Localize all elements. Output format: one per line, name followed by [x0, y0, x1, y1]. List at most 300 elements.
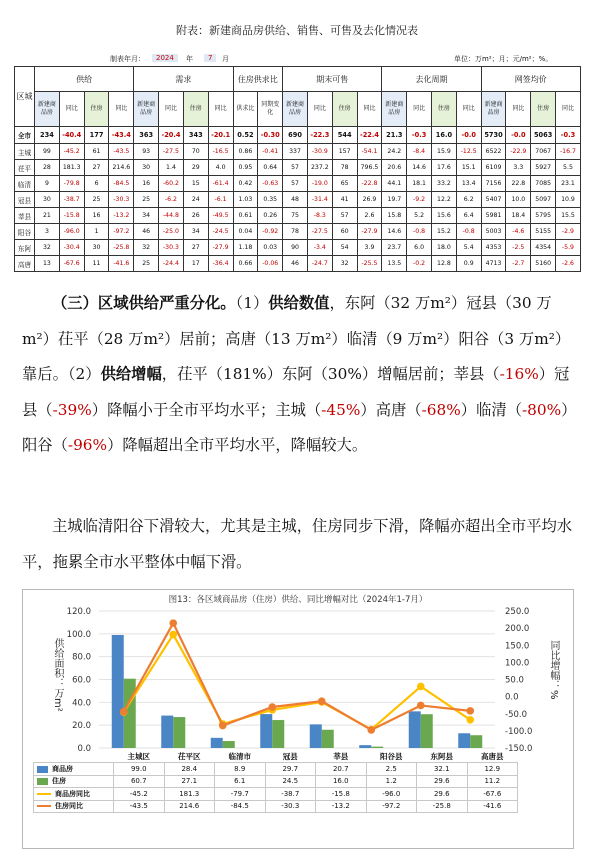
paragraph-main-city: 主城临清阳谷下滑较大，尤其是主城，住房同步下滑，降幅亦超出全市平均水平，拖累全市水平整体中幅下滑。: [22, 517, 573, 571]
column-header: 同比: [59, 92, 84, 127]
table-cell: 17: [183, 256, 208, 272]
para-text: ）降幅超出全市平均水平，降幅较大。: [107, 436, 368, 454]
table-cell: -25.8: [109, 240, 134, 256]
table-cell: -30.3: [109, 192, 134, 208]
table-cell: -20.4: [159, 127, 184, 144]
bar-commercial: [310, 724, 322, 748]
y2-tick-label: -150.0: [505, 744, 533, 754]
table-cell: -13.2: [109, 208, 134, 224]
table-cell: 10.0: [506, 192, 531, 208]
month-unit: 月: [222, 55, 229, 63]
table-cell: -0.3: [556, 127, 581, 144]
table-cell: 14.6: [407, 160, 432, 176]
data-value: -67.6: [467, 788, 518, 800]
table-cell: 60: [332, 224, 357, 240]
table-cell: -0.63: [258, 176, 283, 192]
table-cell: 0.61: [233, 208, 258, 224]
table-cell: 30: [35, 192, 60, 208]
table-cell: 5927: [531, 160, 556, 176]
table-cell: -2.9: [556, 224, 581, 240]
para-text: ）临清（: [460, 400, 522, 419]
table-cell: 25: [134, 192, 159, 208]
table-cell: 0.95: [233, 160, 258, 176]
table-meta: [14, 52, 580, 66]
column-header: 同比: [109, 92, 134, 127]
table-cell: 19.7: [382, 192, 407, 208]
y-tick-label: 20.0: [72, 721, 91, 732]
table-cell: 5407: [481, 192, 506, 208]
column-header: 新建商品房: [382, 92, 407, 127]
data-value: 27.1: [164, 775, 215, 787]
table-cell: 48: [283, 192, 308, 208]
table-cell: 78: [283, 224, 308, 240]
column-header: 供求比: [233, 92, 258, 127]
table-cell: -8.4: [407, 144, 432, 160]
region-name: 东阿: [15, 240, 35, 256]
column-header: 同比: [208, 92, 233, 127]
category-label: 主城区: [127, 752, 150, 762]
data-value: 20.7: [316, 763, 367, 775]
table-cell: 5003: [481, 224, 506, 240]
y-axis-title: 供给面积：万m²: [52, 638, 63, 712]
legend-entry: [34, 775, 114, 787]
table-cell: -43.4: [109, 127, 134, 144]
region-header: 区城: [15, 67, 35, 127]
table-cell: -41.6: [109, 256, 134, 272]
table-cell: 5063: [531, 127, 556, 144]
negative-value: -45%: [321, 400, 361, 419]
table-title: 附表：新建商品房供给、销售、可售及去化情况表: [176, 24, 418, 37]
table-cell: 1.4: [159, 160, 184, 176]
table-cell: 6: [84, 176, 109, 192]
table-cell: 5981: [481, 208, 506, 224]
table-cell: 690: [283, 127, 308, 144]
negative-value: -39%: [52, 400, 92, 419]
marker-housing-yoy: [120, 708, 128, 716]
table-cell: 3: [35, 224, 60, 240]
table-cell: -43.5: [109, 144, 134, 160]
table-cell: 234: [35, 127, 60, 144]
table-row: [15, 240, 581, 256]
table-cell: 5730: [481, 127, 506, 144]
y-tick-label: 60.0: [72, 675, 91, 686]
data-value: 214.6: [164, 800, 215, 812]
data-value: -13.2: [316, 800, 367, 812]
group-header: 网签均价: [481, 67, 580, 92]
table-row: [15, 160, 581, 176]
column-header: 新建商品房: [35, 92, 60, 127]
marker-housing-yoy: [169, 619, 177, 627]
category-label: 阳谷县: [380, 752, 403, 762]
table-cell: 32: [332, 256, 357, 272]
table-cell: -3.4: [307, 240, 332, 256]
table-cell: 13.5: [382, 256, 407, 272]
data-value: 29.6: [417, 775, 468, 787]
table-cell: -2.5: [506, 240, 531, 256]
legend-label: 住房: [52, 777, 66, 786]
table-cell: 34: [183, 224, 208, 240]
bar-commercial: [211, 738, 223, 748]
category-label: 莘县: [333, 752, 349, 762]
table-cell: 796.5: [357, 160, 382, 176]
data-value: 24.5: [265, 775, 316, 787]
table-cell: 65: [332, 176, 357, 192]
region-name: 全市: [15, 127, 35, 144]
column-header: 住房: [531, 92, 556, 127]
table-cell: -27.5: [159, 144, 184, 160]
table-cell: 14.6: [382, 224, 407, 240]
table-cell: -40.4: [59, 127, 84, 144]
table-cell: 0.35: [258, 192, 283, 208]
table-cell: 25: [84, 192, 109, 208]
column-header: 住房: [432, 92, 457, 127]
table-cell: -25.5: [357, 256, 382, 272]
table-cell: 13.4: [456, 176, 481, 192]
para-text: ）高唐（: [360, 400, 422, 419]
table-row: [15, 127, 581, 144]
table-cell: 6.4: [456, 208, 481, 224]
table-cell: -6.2: [159, 192, 184, 208]
data-table-row: [34, 775, 518, 787]
table-cell: 22.8: [506, 176, 531, 192]
table-cell: -22.9: [506, 144, 531, 160]
column-header: 同比: [556, 92, 581, 127]
marker-housing-yoy: [417, 702, 425, 710]
table-cell: 33.2: [432, 176, 457, 192]
column-header: 同比: [407, 92, 432, 127]
table-cell: 177: [84, 127, 109, 144]
legend-swatch: [37, 766, 48, 773]
table-cell: 24.2: [382, 144, 407, 160]
table-cell: 5795: [531, 208, 556, 224]
table-cell: 25: [134, 256, 159, 272]
y-tick-label: 100.0: [66, 629, 91, 640]
table-cell: 18.4: [506, 208, 531, 224]
marker-housing-yoy: [466, 707, 474, 715]
table-cell: -24.5: [208, 224, 233, 240]
table-cell: 1: [84, 224, 109, 240]
data-value: -38.7: [265, 788, 316, 800]
legend-entry: [34, 763, 114, 775]
table-cell: 20.6: [382, 160, 407, 176]
table-cell: -9.2: [407, 192, 432, 208]
table-cell: 0.03: [258, 240, 283, 256]
table-cell: 93: [134, 144, 159, 160]
table-cell: 7156: [481, 176, 506, 192]
table-cell: 44.1: [382, 176, 407, 192]
region-name: 茌平: [15, 160, 35, 176]
table-cell: 5097: [531, 192, 556, 208]
table-cell: 0.86: [233, 144, 258, 160]
region-name: 临清: [15, 176, 35, 192]
table-cell: 0.52: [233, 127, 258, 144]
data-value: -97.2: [366, 800, 417, 812]
table-cell: 15.6: [432, 208, 457, 224]
data-value: -30.3: [265, 800, 316, 812]
bar-housing: [223, 741, 235, 748]
table-cell: 237.2: [307, 160, 332, 176]
column-header: 新建商品房: [481, 92, 506, 127]
category-label: 高唐县: [481, 752, 504, 762]
group-header: 供给: [35, 67, 134, 92]
table-cell: 15.8: [382, 208, 407, 224]
table-cell: -45.2: [59, 144, 84, 160]
blank-cell: [34, 751, 114, 763]
data-table-row: [34, 800, 518, 812]
table-cell: 6.2: [456, 192, 481, 208]
table-cell: 1.18: [233, 240, 258, 256]
data-value: -15.8: [316, 788, 367, 800]
table-cell: 544: [332, 127, 357, 144]
table-cell: -22.4: [357, 127, 382, 144]
table-cell: -61.4: [208, 176, 233, 192]
table-cell: -12.5: [456, 144, 481, 160]
bar-housing: [421, 714, 433, 748]
table-cell: -49.5: [208, 208, 233, 224]
table-row: [15, 224, 581, 240]
keyword-supply-value: 供给数值: [268, 294, 330, 312]
year-unit: 年: [186, 55, 193, 63]
data-value: 60.7: [114, 775, 165, 787]
table-cell: 30: [134, 160, 159, 176]
table-cell: -0.3: [407, 127, 432, 144]
table-cell: 78: [332, 160, 357, 176]
table-cell: 24: [183, 192, 208, 208]
table-cell: 28: [35, 160, 60, 176]
category-label: 东阿县: [430, 752, 453, 762]
table-cell: 15: [183, 176, 208, 192]
table-cell: 4354: [531, 240, 556, 256]
negative-value: -80%: [522, 400, 562, 419]
table-cell: 46: [283, 256, 308, 272]
table-cell: 12.8: [432, 256, 457, 272]
table-cell: -0.41: [258, 144, 283, 160]
y2-tick-label: 50.0: [505, 675, 524, 686]
paragraph-regional-supply: [22, 286, 578, 464]
table-cell: -16.5: [208, 144, 233, 160]
table-cell: 16.0: [432, 127, 457, 144]
chart-data-table: [33, 751, 518, 813]
table-cell: 11: [84, 256, 109, 272]
table-cell: 0.66: [233, 256, 258, 272]
table-cell: 0.04: [233, 224, 258, 240]
bar-commercial: [260, 714, 272, 748]
table-row: [15, 208, 581, 224]
table-cell: -27.9: [357, 224, 382, 240]
table-cell: 5.4: [456, 240, 481, 256]
table-cell: -2.6: [556, 256, 581, 272]
category-label: 冠县: [282, 752, 298, 762]
y2-tick-label: 0.0: [505, 692, 519, 703]
table-cell: 4713: [481, 256, 506, 272]
y2-tick-label: -100.0: [505, 726, 533, 737]
table-cell: -54.1: [357, 144, 382, 160]
bar-commercial: [359, 745, 371, 748]
table-cell: 70: [183, 144, 208, 160]
data-value: -25.8: [417, 800, 468, 812]
data-value: 8.9: [215, 763, 266, 775]
negative-value: -96%: [67, 436, 108, 454]
table-cell: -96.0: [59, 224, 84, 240]
table-cell: -4.6: [506, 224, 531, 240]
table-cell: 4353: [481, 240, 506, 256]
supply-chart: [22, 589, 574, 849]
table-cell: 27: [183, 240, 208, 256]
region-name: 阳谷: [15, 224, 35, 240]
table-cell: 363: [134, 127, 159, 144]
table-cell: 57: [332, 208, 357, 224]
group-header: 去化周期: [382, 67, 481, 92]
data-value: 12.9: [467, 763, 518, 775]
bar-housing: [272, 720, 284, 748]
table-cell: 32: [35, 240, 60, 256]
y-tick-label: 80.0: [72, 652, 91, 663]
marker-housing-yoy: [219, 722, 227, 730]
month-value: 7: [204, 54, 216, 62]
table-cell: -22.3: [307, 127, 332, 144]
data-table-row: [34, 788, 518, 800]
marker-housing-yoy: [367, 726, 375, 734]
bar-commercial: [161, 716, 173, 748]
legend-line: [37, 793, 51, 795]
table-cell: 54: [332, 240, 357, 256]
table-cell: 75: [283, 208, 308, 224]
table-cell: 13: [35, 256, 60, 272]
category-row: [34, 751, 518, 763]
para-heading: （三）区域供给严重分化。: [52, 294, 236, 312]
group-header: 住房供求比: [233, 67, 283, 92]
table-cell: -60.2: [159, 176, 184, 192]
data-value: 28.4: [164, 763, 215, 775]
table-cell: -79.8: [59, 176, 84, 192]
supply-sales-table: [14, 66, 581, 272]
table-cell: 23.7: [382, 240, 407, 256]
marker-housing-yoy: [268, 703, 276, 711]
negative-value: -16%: [499, 365, 539, 383]
table-cell: 7085: [531, 176, 556, 192]
data-value: -43.5: [114, 800, 165, 812]
y2-tick-label: 250.0: [505, 607, 530, 617]
table-cell: 21.3: [382, 127, 407, 144]
table-cell: 17.6: [432, 160, 457, 176]
table-cell: -31.4: [307, 192, 332, 208]
region-name: 高唐: [15, 256, 35, 272]
table-cell: -30.9: [307, 144, 332, 160]
legend-entry: [34, 788, 114, 800]
table-cell: 29: [183, 160, 208, 176]
table-cell: 46: [134, 224, 159, 240]
column-header: 住房: [84, 92, 109, 127]
table-cell: 32: [134, 240, 159, 256]
table-cell: -0.8: [407, 224, 432, 240]
region-name: 冠县: [15, 192, 35, 208]
table-cell: 6.0: [407, 240, 432, 256]
summary-table-section: [14, 10, 580, 272]
data-value: 99.0: [114, 763, 165, 775]
table-cell: -15.8: [59, 208, 84, 224]
table-cell: 2.6: [357, 208, 382, 224]
table-cell: -0.0: [456, 127, 481, 144]
data-value: 2.5: [366, 763, 417, 775]
table-cell: 23.1: [556, 176, 581, 192]
table-cell: -97.2: [109, 224, 134, 240]
para-text: ，茌平（181%）东阿（30%）增幅居前；莘县（: [161, 365, 500, 383]
table-cell: 15.1: [456, 160, 481, 176]
table-cell: -0.8: [456, 224, 481, 240]
bar-housing: [371, 747, 383, 748]
table-cell: -25.0: [159, 224, 184, 240]
para-text: ）冠县（: [22, 365, 570, 419]
table-cell: -67.6: [59, 256, 84, 272]
y2-tick-label: 150.0: [505, 641, 530, 652]
data-value: -79.7: [215, 788, 266, 800]
bar-commercial: [409, 711, 421, 748]
table-cell: -24.4: [159, 256, 184, 272]
table-cell: 0.42: [233, 176, 258, 192]
table-cell: 6109: [481, 160, 506, 176]
negative-value: -68%: [421, 400, 461, 419]
table-row: [15, 192, 581, 208]
table-cell: 18.1: [407, 176, 432, 192]
table-cell: 181.3: [59, 160, 84, 176]
para-text: ）阳谷（: [22, 400, 577, 454]
data-value: 16.0: [316, 775, 367, 787]
table-cell: 0.26: [258, 208, 283, 224]
marker-commercial-yoy: [417, 683, 425, 691]
data-value: 29.6: [417, 788, 468, 800]
data-value: 181.3: [164, 788, 215, 800]
date-label: 制表年月：: [110, 55, 145, 63]
group-header: 期末可售: [283, 67, 382, 92]
category-label: 茌平区: [178, 752, 201, 762]
table-cell: 15.5: [556, 208, 581, 224]
legend-swatch: [37, 778, 48, 785]
chart-title: 图13：各区域商品房（住房）供给、同比增幅对比（2024年1-7月）: [168, 595, 428, 605]
table-row: [15, 256, 581, 272]
table-cell: 16: [84, 208, 109, 224]
table-cell: 30: [84, 240, 109, 256]
bar-housing: [173, 717, 185, 748]
table-cell: 34: [134, 208, 159, 224]
group-header: 需求: [134, 67, 233, 92]
legend-label: 商品房同比: [55, 789, 90, 798]
table-cell: 5160: [531, 256, 556, 272]
legend-entry: [34, 800, 114, 812]
table-cell: 26.9: [357, 192, 382, 208]
column-header: 新建商品房: [283, 92, 308, 127]
table-cell: 15.2: [432, 224, 457, 240]
table-cell: -0.0: [506, 127, 531, 144]
bar-housing: [470, 735, 482, 748]
table-cell: 4.0: [208, 160, 233, 176]
data-value: -41.6: [467, 800, 518, 812]
table-cell: 3.3: [506, 160, 531, 176]
keyword-supply-growth: 供给增幅: [100, 365, 162, 383]
table-cell: -30.4: [59, 240, 84, 256]
marker-commercial-yoy: [169, 631, 177, 639]
table-cell: 57: [283, 160, 308, 176]
y-tick-label: 40.0: [72, 698, 91, 709]
table-cell: 61: [84, 144, 109, 160]
marker-housing-yoy: [318, 697, 326, 705]
column-header: 新建商品房: [134, 92, 159, 127]
table-cell: 0.64: [258, 160, 283, 176]
data-value: -96.0: [366, 788, 417, 800]
table-cell: -20.1: [208, 127, 233, 144]
column-header: 同比: [159, 92, 184, 127]
legend-label: 住房同比: [55, 802, 83, 811]
region-name: 主城: [15, 144, 35, 160]
